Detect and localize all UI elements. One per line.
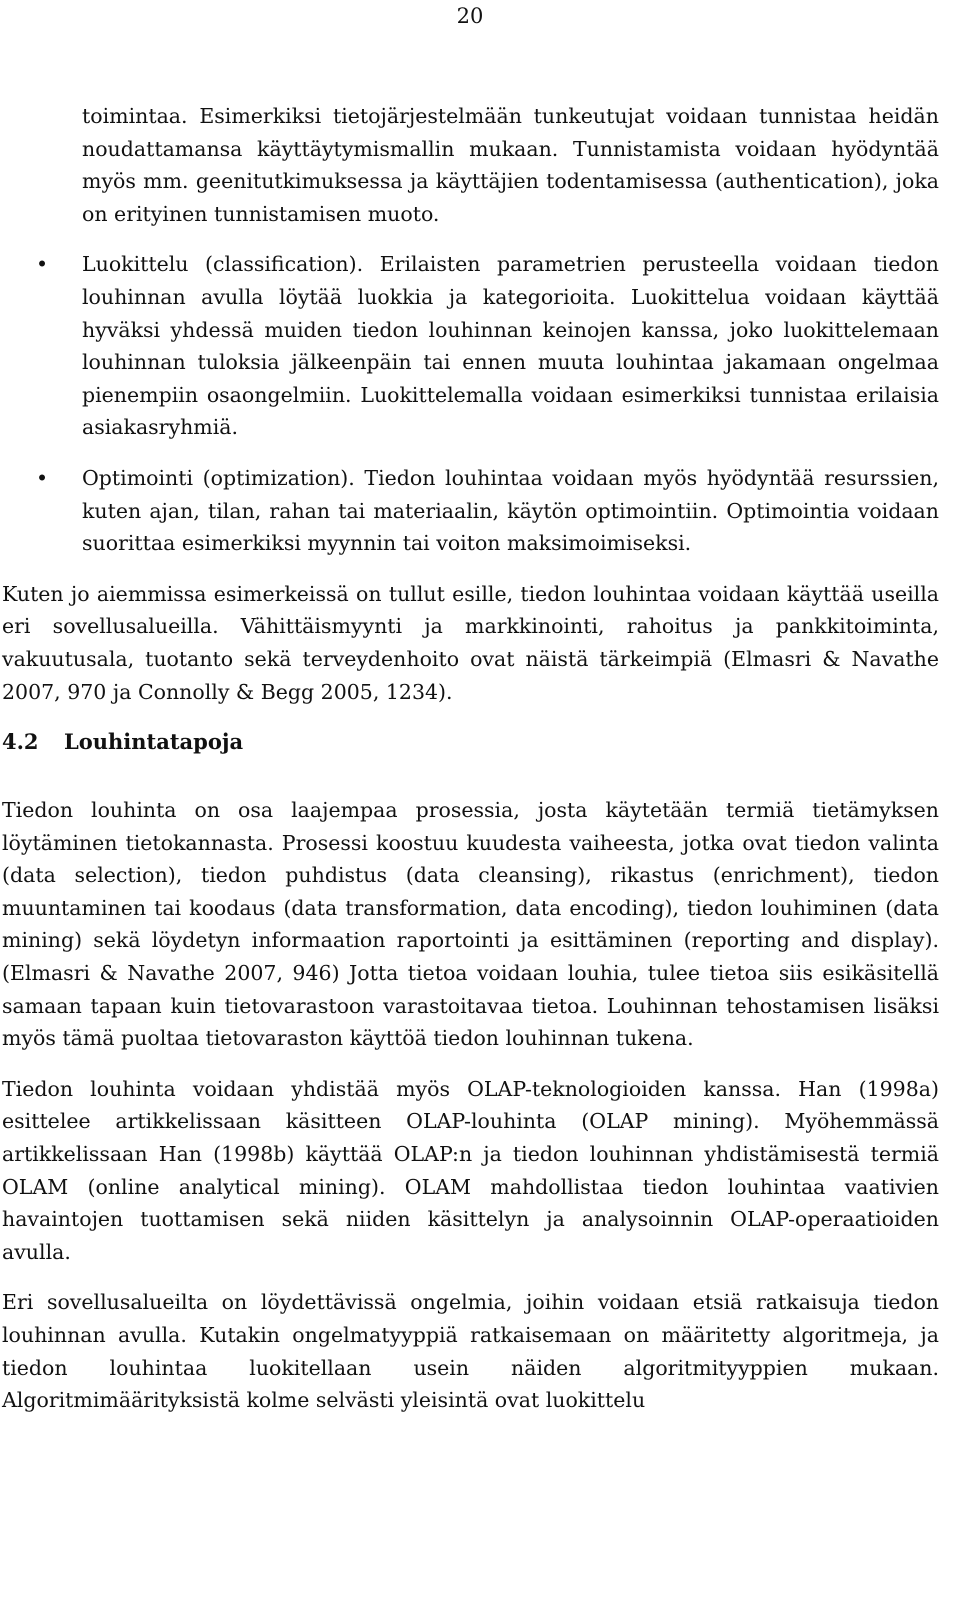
body-paragraph: Tiedon louhinta voidaan yhdistää myös OLAP-teknologioiden kanssa. Han (1998a) esittelee artikkelissaan käsitteen OLAP-louhinta (OLAP mining). Myöhemmässä artikkelissaan Han (1998b) käyttää OLAP:n ja tiedon louhinnan yhdistämisestä termiä OLAM (online analytical mining). OLAM mahdollistaa tiedon louhintaa vaativien havaintojen tuottamisen sekä niiden käsittelyn ja analysoinnin OLAP-operaatioiden avulla. bbox=[2, 1076, 939, 1264]
applications-paragraph: Kuten jo aiemmissa esimerkeissä on tullut esille, tiedon louhintaa voidaan käyttää useilla eri sovellusalueilla. Vähittäismyynti ja markkinointi, rahoitus ja pankkitoiminta, vakuutusala, tuotanto sekä terveydenhoito ovat näistä tärkeimpiä (Elmasri & Navathe 2007, 970 ja Connolly & Begg 2005, 1234). bbox=[2, 581, 939, 704]
page-content bbox=[2, 100, 939, 1435]
body-paragraph: Eri sovellusalueilta on löydettävissä ongelmia, joihin voidaan etsiä ratkaisuja tiedon louhinnan avulla. Kutakin ongelmatyyppiä ratkaisemaan on määritetty algoritmeja, ja tiedon louhintaa luokitellaan usein näiden algoritmityyppien mukaan. Algoritmimäärityksistä kolme selvästi yleisintä ovat luokittelu bbox=[2, 1290, 939, 1413]
bullet-list bbox=[2, 248, 939, 559]
bullet-text: Luokittelu (classification). Erilaisten parametrien perusteella voidaan tiedon louhinnan avulla löytää luokkia ja kategorioita. Luokittelua voidaan käyttää hyväksi yhdessä muiden tiedon louhinnan keinojen kanssa, joko luokittelemaan louhinnan tuloksia jälkeenpäin tai ennen muuta louhintaa jakamaan ongelmaa pienempiin osaongelmiin. Luokittelemalla voidaan esimerkiksi tunnistaa erilaisia asiakasryhmiä. bbox=[82, 252, 939, 440]
section-number: 4.2 bbox=[2, 729, 39, 755]
section-heading bbox=[2, 726, 939, 758]
section-title: Louhintatapoja bbox=[64, 729, 244, 755]
page-number: 20 bbox=[456, 4, 484, 28]
body-paragraph: Tiedon louhinta on osa laajempaa prosessia, josta käytetään termiä tietämyksen löytäminen tietokannasta. Prosessi koostuu kuudesta vaiheesta, jotka ovat tiedon valinta (data selection), tiedon puhdistus (data cleansing), rikastus (enrichment), tiedon muuntaminen tai koodaus (data transformation, data encoding), tiedon louhiminen (data mining) sekä löydetyn informaation raportointi ja esittäminen (reporting and display). (Elmasri & Navathe 2007, 946) Jotta tietoa voidaan louhia, tulee tietoa siis esikäsitellä samaan tapaan kuin tietovarastoon varastoitavaa tietoa. Louhinnan tehostamisen lisäksi myös tämä puoltaa tietovaraston käyttöä tiedon louhinnan tukena. bbox=[2, 798, 939, 1051]
bullet-text: Optimointi (optimization). Tiedon louhintaa voidaan myös hyödyntää resurssien, kuten ajan, tilan, rahan tai materiaalin, käytön optimointiin. Optimointia voidaan suorittaa esimerkiksi myynnin tai voiton maksimoimiseksi. bbox=[82, 465, 939, 556]
bullet-icon: • bbox=[35, 252, 49, 277]
bullet-item-classification bbox=[35, 248, 939, 444]
intro-continuation-paragraph: toimintaa. Esimerkiksi tietojärjestelmään tunkeutujat voidaan tunnistaa heidän noudattamansa käyttäytymismallin mukaan. Tunnistamista voidaan hyödyntää myös mm. geenitutkimuksessa ja käyttäjien todentamisessa (authentication), joka on erityinen tunnistamisen muoto. bbox=[82, 104, 939, 226]
bullet-item-optimization bbox=[35, 462, 939, 560]
bullet-icon: • bbox=[35, 465, 49, 490]
